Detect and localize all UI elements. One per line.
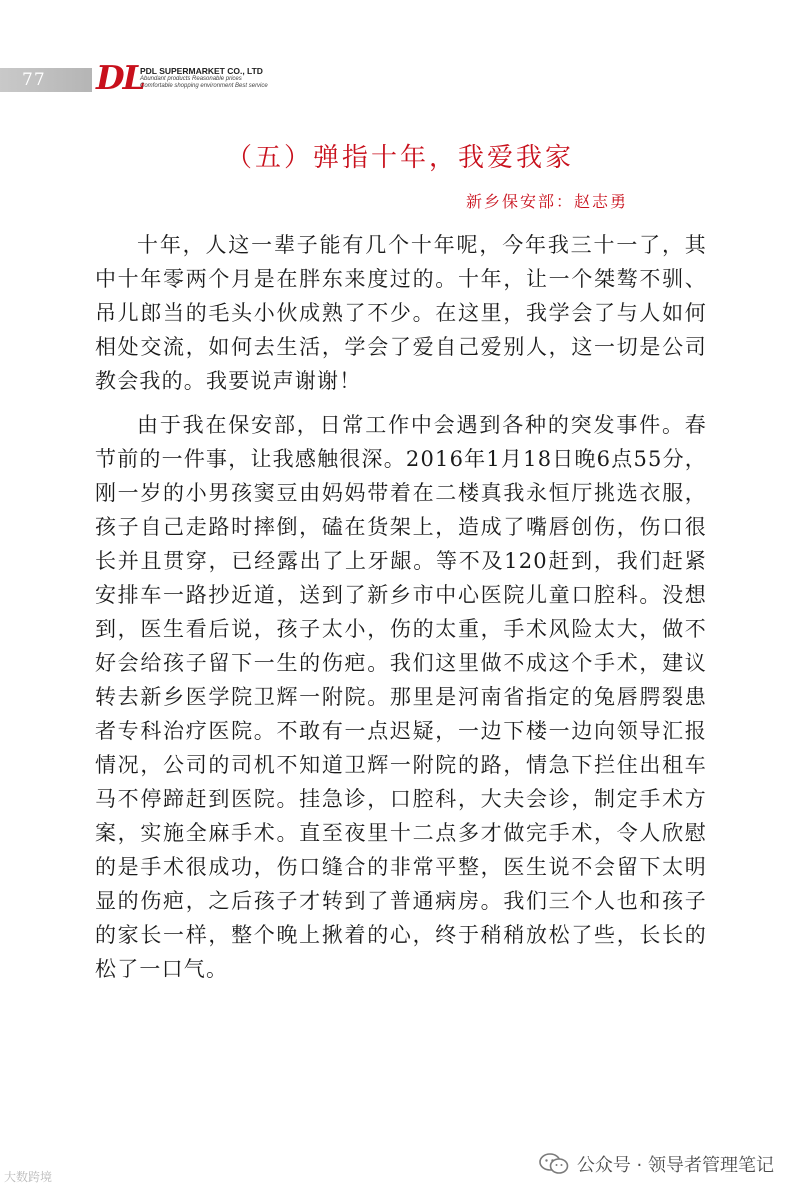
watermark-left: 大数跨境 xyxy=(4,1170,53,1184)
page-number: 77 xyxy=(22,70,46,90)
logo-text xyxy=(140,66,290,90)
wechat-icon xyxy=(539,1153,569,1175)
company-name: PDL SUPERMARKET CO., LTD xyxy=(140,66,263,76)
article-title: （五）弹指十年，我爱我家 xyxy=(225,143,574,173)
slogan-line-2: Comfortable shopping environment Best service xyxy=(140,83,268,89)
slogan-line-1: Abundant products Reasonable prices xyxy=(140,76,242,82)
byline: 新乡保安部：赵志勇 xyxy=(465,192,628,211)
paragraph-2: 由于我在保安部，日常工作中会遇到各种的突发事件。春节前的一件事，让我感触很深。2016年1月18日晚6点55分，刚一岁的小男孩窦豆由妈妈带着在二楼真我永恒厅挑选衣服，孩子自己走路时摔倒，磕在货架上，造成了嘴唇创伤，伤口很长并且贯穿，已经露出了上牙龈。等不及120赶到，我们赶紧安排车一路抄近道，送到了新乡市中心医院儿童口腔科。没想到，医生看后说，孩子太小，伤的太重，手术风险太大，做不好会给孩子留下一生的伤疤。我们这里做不成这个手术，建议转去新乡医学院卫辉一附院。那里是河南省指定的兔唇腭裂患者专科治疗医院。不敢有一点迟疑，一边下楼一边向领导汇报情况，公司的司机不知道卫辉一附院的路，情急下拦住出租车马不停蹄赶到医院。挂急诊，口腔科，大夫会诊，制定手术方案，实施全麻手术。直至夜里十二点多才做完手术，令人欣慰的是手术很成功，伤口缝合的非常平整，医生说不会留下太明显的伤疤，之后孩子才转到了普通病房。我们三个人也和孩子的家长一样，整个晚上揪着的心，终于稍稍放松了些，长长的松了一口气。 xyxy=(95,413,707,981)
header-bar xyxy=(0,68,92,92)
paragraph-1: 十年，人这一辈子能有几个十年呢，今年我三十一了，其中十年零两个月是在胖东来度过的。十年，让一个桀骜不驯、吊儿郎当的毛头小伙成熟了不少。在这里，我学会了与人如何相处交流，如何去生活，学会了爱自己爱别人，这一切是公司教会我的。我要说声谢谢！ xyxy=(95,233,707,393)
article-body xyxy=(95,228,707,986)
watermark-right xyxy=(539,1150,774,1178)
watermark-right-text: 公众号 · 领导者管理笔记 xyxy=(576,1155,774,1176)
company-logo: DL xyxy=(96,58,144,97)
